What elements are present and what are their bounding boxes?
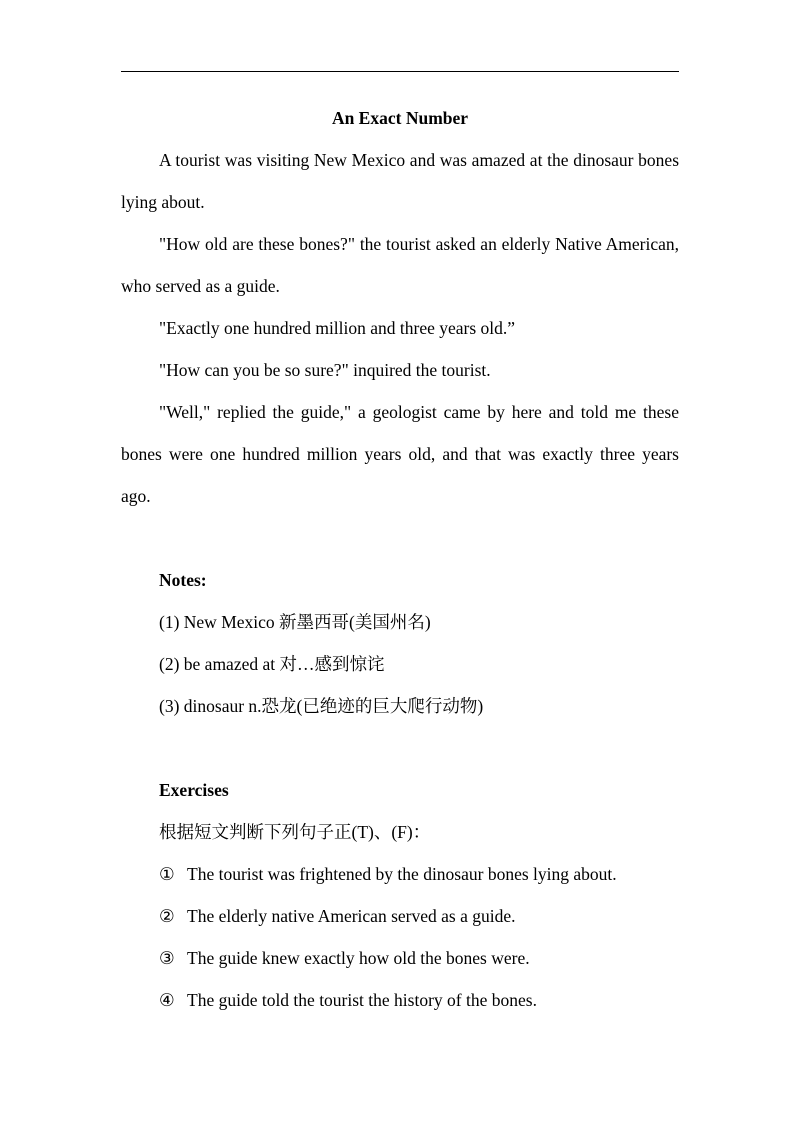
exercise-number: ① — [159, 864, 175, 884]
note-item: (3) dinosaur n.恐龙(已绝迹的巨大爬行动物) — [159, 696, 484, 716]
header-rule — [121, 71, 679, 72]
exercise-item — [121, 979, 679, 1021]
story-paragraph: "How old are these bones?" the tourist asked an elderly Native American, who served as a guide. — [121, 234, 679, 296]
note-item: (2) be amazed at 对…感到惊诧 — [159, 654, 385, 674]
section-spacer — [121, 727, 679, 769]
exercise-item — [121, 853, 679, 895]
section-spacer — [121, 517, 679, 559]
exercise-number: ② — [159, 906, 175, 926]
story-title: An Exact Number — [331, 108, 469, 128]
exercise-text: The elderly native American served as a guide. — [187, 906, 516, 926]
exercise-number: ③ — [159, 948, 175, 968]
exercise-item — [121, 895, 679, 937]
exercises-instruction: 根据短文判断下列句子正(T)、(F)： — [159, 822, 431, 842]
note-item: (1) New Mexico 新墨西哥(美国州名) — [159, 612, 431, 632]
exercise-text: The tourist was frightened by the dinosaur bones lying about. — [187, 864, 617, 884]
document-body — [121, 97, 679, 1021]
story-paragraph: A tourist was visiting New Mexico and was amazed at the dinosaur bones lying about. — [121, 150, 679, 212]
notes-heading: Notes: — [159, 570, 207, 590]
exercise-number: ④ — [159, 990, 175, 1010]
exercise-text: The guide knew exactly how old the bones were. — [187, 948, 530, 968]
exercise-text: The guide told the tourist the history of the bones. — [187, 990, 537, 1010]
story-paragraph: "Exactly one hundred million and three years old.” — [159, 318, 516, 338]
exercise-item — [121, 937, 679, 979]
story-paragraph: "How can you be so sure?" inquired the tourist. — [159, 360, 491, 380]
story-paragraph: "Well," replied the guide," a geologist came by here and told me these bones were one hundred million years old, and that was exactly three years ago. — [121, 402, 679, 506]
exercises-heading: Exercises — [159, 780, 229, 800]
